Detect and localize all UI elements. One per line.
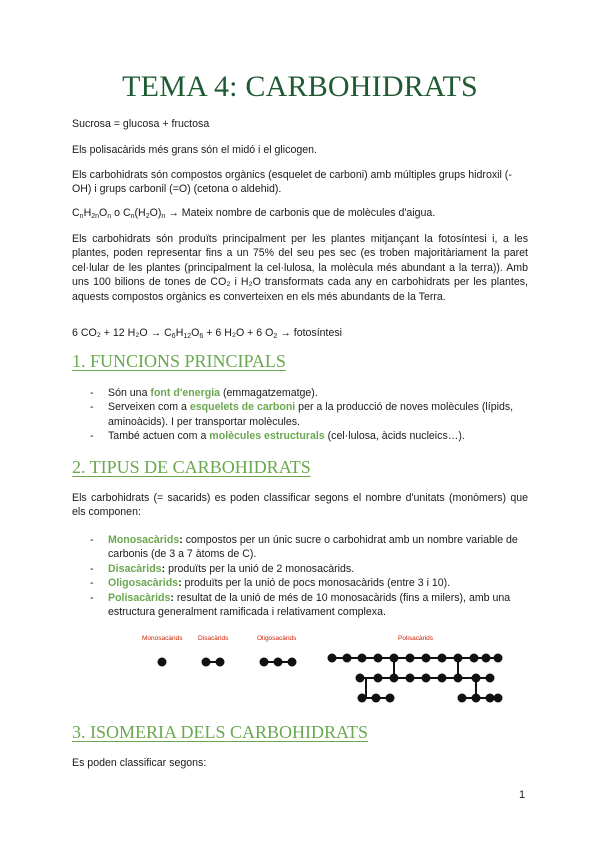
list-item: - Oligosacàrids: produïts per la unió de pocs monosacàrids (entre 3 i 10). [90,577,451,590]
monomer-dot [260,658,269,667]
monomer-dot [158,658,167,667]
sucrosa-line: Sucrosa = glucosa + fructosa [72,118,210,130]
monomer-dot [343,654,352,663]
list-item: - Polisacàrids: resultat de la unió de més de 10 monosacàrids (fins a milers), amb una estructura generalment ramificada i relativament complexa. [90,591,511,619]
monomer-dot [406,654,415,663]
polysaccharide-molecule [328,654,503,703]
monomer-dot [422,654,431,663]
monomer-dot [458,694,467,703]
monomer-dot [328,654,337,663]
list-item: - Són una font d'energia (emmagatzematge). [90,387,318,399]
monomer-dot [372,694,381,703]
monomer-dot [390,674,399,683]
label-monosacarids: Monosacàrids [142,635,183,642]
monomer-dot [374,654,383,663]
monomer-dot [358,694,367,703]
tipus-list [72,533,528,619]
list-item: - També actuen com a molècules estructurals (cel·lulosa, àcids nucleics…). [90,430,465,443]
section-heading-isomeria: 3. ISOMERIA DELS CARBOHIDRATS [72,722,369,742]
disaccharide-molecule [202,658,225,667]
monomer-dot [406,674,415,683]
list-item: - Monosacàrids: compostos per un únic sucre o carbohidrat amb un nombre variable de carbonis (de 3 a 7 àtoms de C). [90,534,518,561]
monomer-dot [288,658,297,667]
monomer-dot [356,674,365,683]
funcions-list [72,386,528,444]
polisacarids-line: Els polisacàrids més grans són el midó i el glicogen. [72,144,317,156]
monomer-dot [472,694,481,703]
monomer-dot [358,654,367,663]
label-oligosacarids: Oligosacàrids [257,635,297,642]
section-heading-funcions: 1. FUNCIONS PRINCIPALS [72,351,286,371]
monomer-dot [390,654,399,663]
monomer-dot [472,674,481,683]
monomer-dot [494,654,503,663]
list-item: - Disacàrids: produïts per la unió de 2 monosacàrids. [90,562,355,575]
tipus-intro: Els carbohidrats (= sacarids) es poden classificar segons el nombre d'unitats (monòmers) que els componen: [72,492,528,519]
monosaccharide-molecule [158,658,167,667]
monomer-dot [486,674,495,683]
monomer-dot [470,654,479,663]
monomer-dot [274,658,283,667]
definition-paragraph: Els carbohidrats són compostos orgànics (esquelet de carboni) amb múltiples grups hidroxil (-OH) i grups carbonil (=O) (cetona o aldehid). [72,169,512,196]
monomer-dot [438,674,447,683]
monomer-dot [386,694,395,703]
monomer-dot [486,694,495,703]
isomeria-intro: Es poden classificar segons: [72,757,207,769]
monomer-dot [374,674,383,683]
monomer-dot [482,654,491,663]
monomer-dot [494,694,503,703]
label-disacarids: Disacàrids [198,635,229,642]
monomer-dot [438,654,447,663]
monomer-dot [454,654,463,663]
photosynthesis-equation: 6 CO₂ + 12 $H_2O \to C_6H_{12}O_6 + 6$ H₂O + 6 $O_2$ → fotosíntesi [72,327,343,340]
list-item: - Serveixen com a esquelets de carboni per a la producció de noves molècules (lípids, aminoàcids). I per transportar molècules. [90,401,514,428]
section-heading-tipus: 2. TIPUS DE CARBOHIDRATS [72,457,311,477]
monomer-dot [422,674,431,683]
monomer-dot [454,674,463,683]
monomer-dot [216,658,225,667]
formula-line: $C_nH_{2n}O_n$ o $C_n(H_2O)_n$ → Mateix nombre de carbonis que de molècules d'aigua. [72,207,436,220]
saccharide-types-diagram [140,630,520,710]
page-number: 1 [519,789,526,801]
page-title: TEMA 4: CARBOHIDRATS [122,70,478,103]
produits-paragraph: Els carbohidrats són produïts principalment per les plantes mitjançant la fotosíntesi i, a les plantes, poden representar fins a un 75% del seu pes sec (es troben majoritàriament la paret cel·lular de les plantes (principalment la cel·lulosa, la molècula més abundant a la terra)). Amb uns 100 bilions de tones de CO₂ i H₂O transformats cada any en carbohidrats per les plantes, aquests compostos orgànics es converteixen en els més abundants de la Terra. [72,233,528,303]
monomer-dot [202,658,211,667]
label-polisacarids: Polisacàrids [398,635,434,642]
oligosaccharide-molecule [260,658,297,667]
